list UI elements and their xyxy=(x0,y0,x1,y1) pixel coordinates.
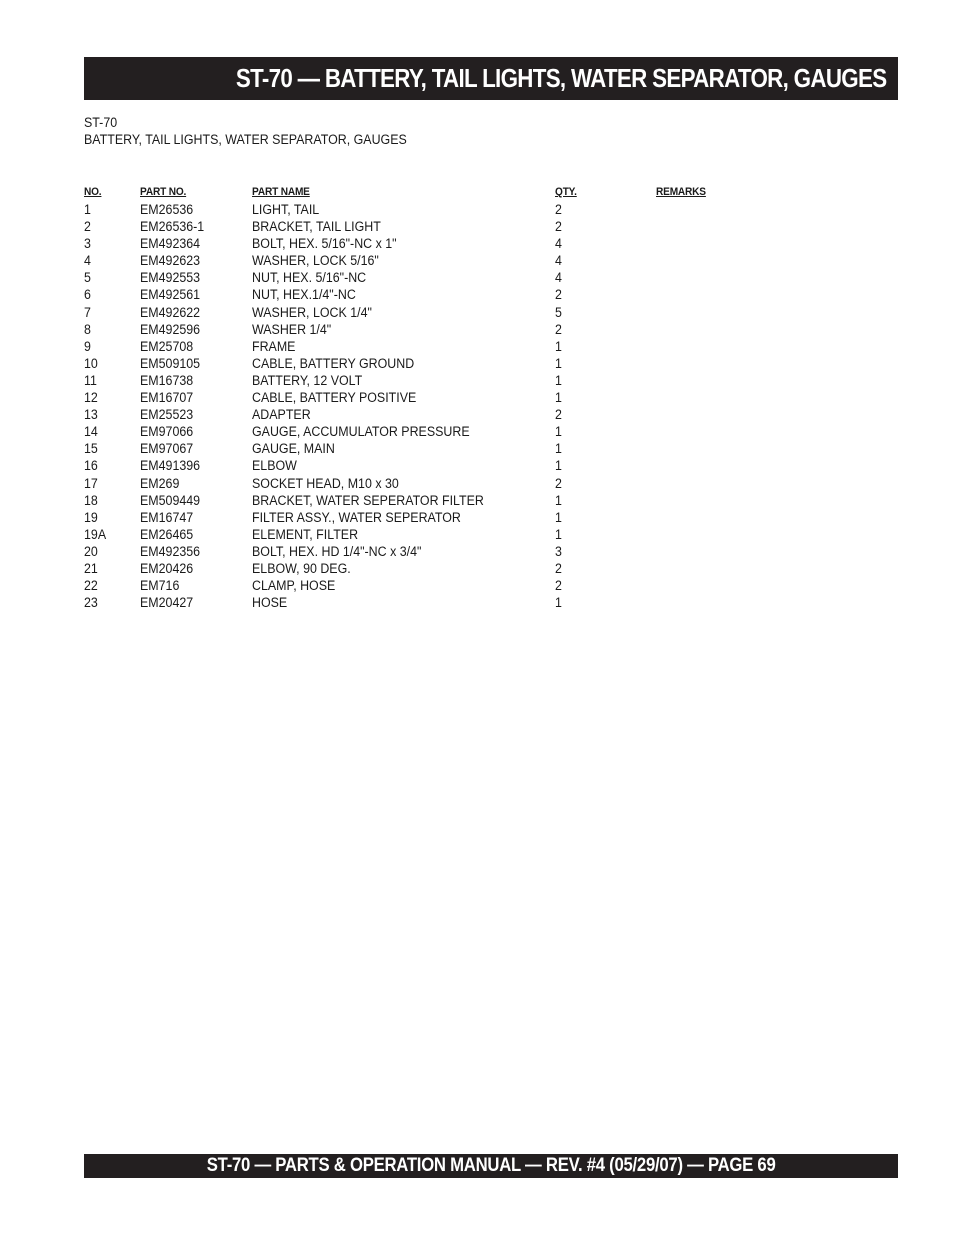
row-part-name: CABLE, BATTERY GROUND xyxy=(252,355,415,371)
row-part-name: FILTER ASSY., WATER SEPERATOR xyxy=(252,509,461,525)
row-part-name: WASHER 1/4" xyxy=(252,321,332,337)
row-part-name: CABLE, BATTERY POSITIVE xyxy=(252,390,417,406)
row-part-no: EM25708 xyxy=(140,338,194,354)
row-no: 11 xyxy=(84,372,97,388)
row-part-no: EM492622 xyxy=(140,304,201,320)
table-row xyxy=(84,475,784,492)
row-part-no: EM269 xyxy=(140,475,180,491)
row-part-name: WASHER, LOCK 5/16" xyxy=(252,253,379,269)
table-row xyxy=(84,560,784,577)
row-qty: 2 xyxy=(555,407,562,423)
page-title-bar xyxy=(84,57,898,100)
row-part-no: EM26536 xyxy=(140,202,194,217)
table-row xyxy=(84,201,784,218)
row-no: 2 xyxy=(84,219,91,235)
row-part-no: EM97067 xyxy=(140,441,194,457)
row-qty: 1 xyxy=(555,509,562,525)
row-qty: 1 xyxy=(555,595,562,611)
row-part-name: NUT, HEX.1/4"-NC xyxy=(252,287,356,303)
column-header-remarks: REMARKS xyxy=(656,186,706,198)
row-qty: 1 xyxy=(555,424,562,440)
row-part-name: GAUGE, MAIN xyxy=(252,441,335,457)
row-no: 8 xyxy=(84,321,91,337)
row-part-no: EM492623 xyxy=(140,253,201,269)
row-part-name: BOLT, HEX. 5/16"-NC x 1" xyxy=(252,236,397,252)
row-part-no: EM492356 xyxy=(140,543,201,559)
column-header-part-name: PART NAME xyxy=(252,186,310,198)
row-no: 5 xyxy=(84,270,91,286)
row-qty: 4 xyxy=(555,253,562,269)
row-qty: 4 xyxy=(555,236,562,252)
row-qty: 1 xyxy=(555,526,562,542)
table-row xyxy=(84,577,784,594)
row-qty: 1 xyxy=(555,458,562,474)
row-no: 16 xyxy=(84,458,98,474)
row-part-name: HOSE xyxy=(252,595,288,611)
table-row xyxy=(84,372,784,389)
row-no: 1 xyxy=(84,202,91,217)
row-part-name: BRACKET, WATER SEPERATOR FILTER xyxy=(252,492,484,508)
parts-table xyxy=(84,184,784,611)
row-qty: 2 xyxy=(555,560,562,576)
row-part-no: EM509449 xyxy=(140,492,201,508)
row-part-name: ELBOW xyxy=(252,458,297,474)
row-no: 18 xyxy=(84,492,98,508)
row-no: 21 xyxy=(84,560,98,576)
table-row xyxy=(84,235,784,252)
row-qty: 3 xyxy=(555,543,562,559)
table-row xyxy=(84,355,784,372)
row-part-no: EM97066 xyxy=(140,424,194,440)
row-no: 23 xyxy=(84,595,98,611)
row-qty: 4 xyxy=(555,270,562,286)
row-part-no: EM20427 xyxy=(140,595,194,611)
table-row xyxy=(84,406,784,423)
row-part-name: BATTERY, 12 VOLT xyxy=(252,372,363,388)
table-row xyxy=(84,594,784,611)
row-part-name: LIGHT, TAIL xyxy=(252,202,320,217)
column-header-qty: QTY. xyxy=(555,186,577,198)
row-no: 12 xyxy=(84,390,98,406)
row-qty: 1 xyxy=(555,338,562,354)
row-qty: 2 xyxy=(555,321,562,337)
row-no: 22 xyxy=(84,578,98,594)
table-body xyxy=(84,201,784,611)
row-part-no: EM26465 xyxy=(140,526,194,542)
row-qty: 2 xyxy=(555,578,562,594)
row-no: 20 xyxy=(84,543,98,559)
row-part-name: ELBOW, 90 DEG. xyxy=(252,560,351,576)
row-qty: 5 xyxy=(555,304,562,320)
table-row xyxy=(84,440,784,457)
row-part-no: EM26536-1 xyxy=(140,219,205,235)
table-row xyxy=(84,321,784,338)
row-part-name: FRAME xyxy=(252,338,296,354)
row-no: 6 xyxy=(84,287,91,303)
section-subtitle xyxy=(84,114,407,148)
row-no: 4 xyxy=(84,253,91,269)
row-part-no: EM492596 xyxy=(140,321,201,337)
row-qty: 2 xyxy=(555,219,562,235)
page-title: ST-70 — BATTERY, TAIL LIGHTS, WATER SEPARATOR, GAUGES xyxy=(235,63,886,93)
row-part-name: NUT, HEX. 5/16"-NC xyxy=(252,270,367,286)
table-row xyxy=(84,304,784,321)
row-part-name: BRACKET, TAIL LIGHT xyxy=(252,219,381,235)
row-qty: 2 xyxy=(555,475,562,491)
row-no: 13 xyxy=(84,407,98,423)
table-row xyxy=(84,218,784,235)
column-header-no: NO. xyxy=(84,186,102,198)
row-no: 9 xyxy=(84,338,91,354)
row-qty: 1 xyxy=(555,390,562,406)
table-row xyxy=(84,423,784,440)
table-row xyxy=(84,338,784,355)
row-qty: 1 xyxy=(555,441,562,457)
row-part-no: EM509105 xyxy=(140,355,201,371)
row-part-no: EM16738 xyxy=(140,372,194,388)
row-part-no: EM492553 xyxy=(140,270,201,286)
table-header-row xyxy=(84,184,784,201)
row-part-name: ELEMENT, FILTER xyxy=(252,526,359,542)
row-part-no: EM492364 xyxy=(140,236,201,252)
row-part-name: ADAPTER xyxy=(252,407,311,423)
row-part-name: WASHER, LOCK 1/4" xyxy=(252,304,372,320)
row-no: 7 xyxy=(84,304,91,320)
row-qty: 1 xyxy=(555,355,562,371)
table-row xyxy=(84,543,784,560)
page-footer-bar xyxy=(84,1154,898,1178)
row-part-no: EM16747 xyxy=(140,509,194,525)
row-part-name: BOLT, HEX. HD 1/4"-NC x 3/4" xyxy=(252,543,422,559)
row-qty: 1 xyxy=(555,492,562,508)
column-header-part-no: PART NO. xyxy=(140,186,187,198)
table-row xyxy=(84,389,784,406)
row-no: 3 xyxy=(84,236,91,252)
row-part-name: CLAMP, HOSE xyxy=(252,578,336,594)
model-label: ST-70 xyxy=(84,115,118,130)
row-part-no: EM491396 xyxy=(140,458,201,474)
table-row xyxy=(84,252,784,269)
table-row xyxy=(84,492,784,509)
row-no: 10 xyxy=(84,355,98,371)
row-part-no: EM25523 xyxy=(140,407,194,423)
table-row xyxy=(84,509,784,526)
row-no: 19A xyxy=(84,526,107,542)
table-row xyxy=(84,269,784,286)
row-part-name: GAUGE, ACCUMULATOR PRESSURE xyxy=(252,424,470,440)
row-qty: 2 xyxy=(555,287,562,303)
section-label: BATTERY, TAIL LIGHTS, WATER SEPARATOR, GAUGES xyxy=(84,132,407,147)
row-part-no: EM716 xyxy=(140,578,180,594)
table-row xyxy=(84,457,784,474)
page-footer: ST-70 — PARTS & OPERATION MANUAL — REV. #4 (05/29/07) — PAGE 69 xyxy=(206,1155,776,1176)
row-part-no: EM20426 xyxy=(140,560,194,576)
row-no: 19 xyxy=(84,509,98,525)
row-qty: 1 xyxy=(555,372,562,388)
table-row xyxy=(84,286,784,303)
table-row xyxy=(84,526,784,543)
row-qty: 2 xyxy=(555,202,562,217)
row-no: 17 xyxy=(84,475,98,491)
row-part-no: EM16707 xyxy=(140,390,194,406)
row-part-name: SOCKET HEAD, M10 x 30 xyxy=(252,475,399,491)
row-part-no: EM492561 xyxy=(140,287,201,303)
row-no: 15 xyxy=(84,441,98,457)
row-no: 14 xyxy=(84,424,98,440)
